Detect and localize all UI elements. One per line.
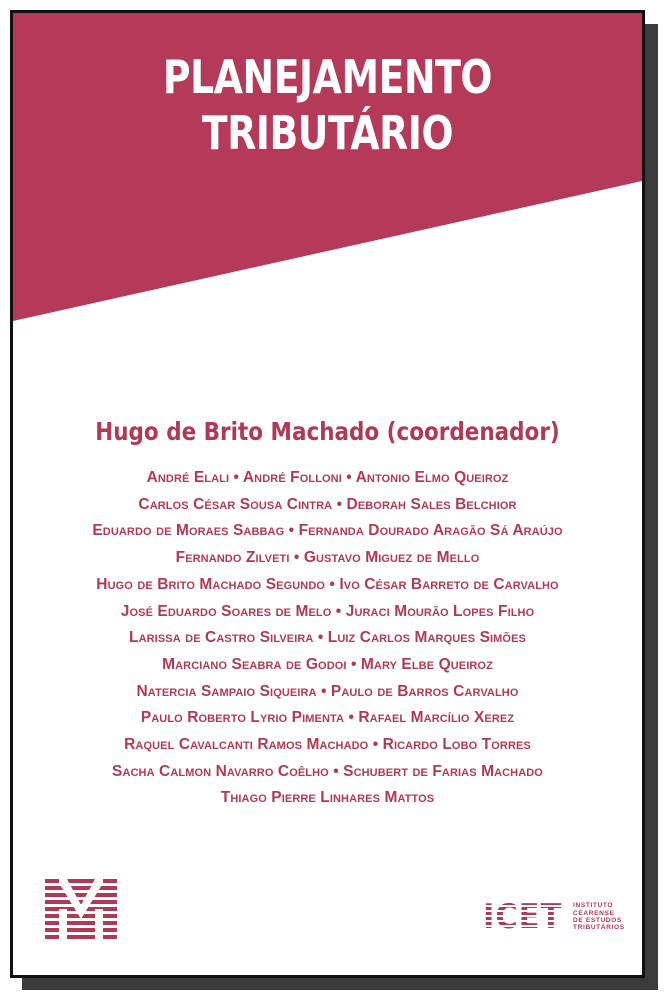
authors-line: Paulo Roberto Lyrio Pimenta • Rafael Marcílio Xerez bbox=[140, 709, 515, 727]
title-line-1: PLANEJAMENTO bbox=[162, 50, 493, 104]
authors-line: Thiago Pierre Linhares Mattos bbox=[220, 789, 435, 807]
icet-logo bbox=[483, 897, 625, 937]
authors-line: Marciano Seabra de Godoi • Mary Elbe Queiroz bbox=[162, 655, 493, 673]
authors-line: Fernando Zilveti • Gustavo Miguez de Mello bbox=[175, 549, 480, 567]
icet-full-name bbox=[573, 902, 625, 932]
publisher-m-logo-icon bbox=[45, 879, 117, 939]
authors-line: Natercia Sampaio Siqueira • Paulo de Barros Carvalho bbox=[136, 682, 519, 700]
authors-list bbox=[13, 465, 642, 812]
title-line-2: TRIBUTÁRIO bbox=[201, 106, 454, 160]
authors-line: André Elali • André Folloni • Antonio Elmo Queiroz bbox=[146, 469, 509, 486]
authors-line: Raquel Cavalcanti Ramos Machado • Ricardo Lobo Torres bbox=[124, 736, 531, 754]
icet-line: DE ESTUDOS bbox=[573, 917, 622, 924]
authors-line: Sacha Calmon Navarro Coêlho • Schubert de Farias Machado bbox=[112, 762, 543, 780]
icet-abbreviation: ICET bbox=[483, 897, 563, 937]
icet-line: TRIBUTÁRIOS bbox=[573, 924, 625, 932]
authors-line: Carlos César Sousa Cintra • Deborah Sales Belchior bbox=[138, 495, 517, 513]
authors-line: Larissa de Castro Silveira • Luiz Carlos Marques Simões bbox=[129, 629, 526, 647]
book-title bbox=[70, 49, 586, 161]
book-cover bbox=[10, 10, 645, 978]
coordinator-name: Hugo de Brito Machado (coordenador) bbox=[95, 417, 560, 446]
authors-line: Hugo de Brito Machado Segundo • Ivo César Barreto de Carvalho bbox=[96, 575, 559, 593]
authors-line: Eduardo de Moraes Sabbag • Fernanda Dourado Aragão Sá Araújo bbox=[92, 522, 563, 540]
icet-line: CEARENSE bbox=[573, 909, 615, 917]
authors-line: José Eduardo Soares de Melo • Juraci Mourão Lopes Filho bbox=[120, 602, 535, 620]
icet-line: INSTITUTO bbox=[573, 902, 614, 910]
